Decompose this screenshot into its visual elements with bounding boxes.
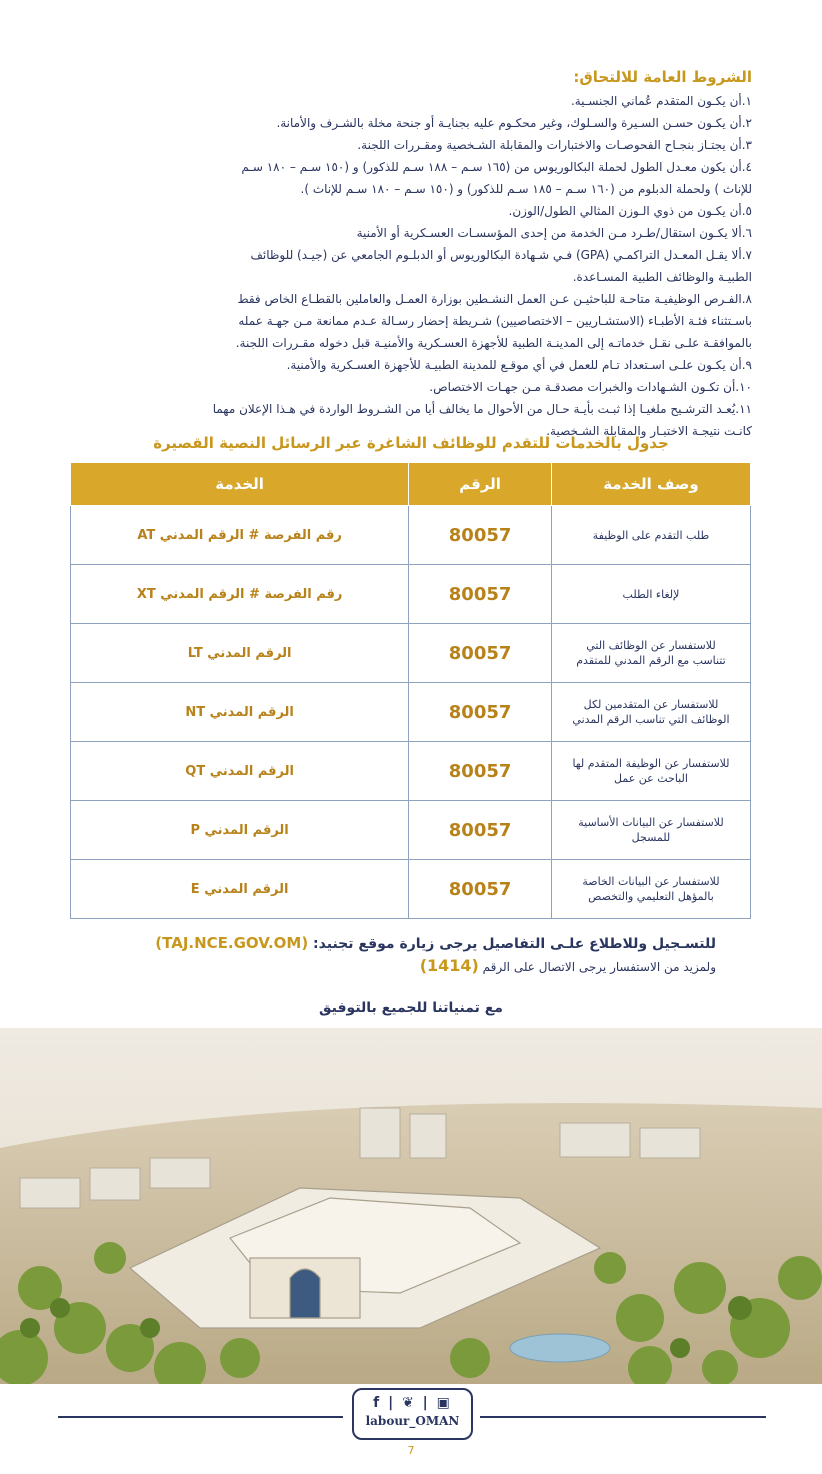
medical-city-aerial-image — [0, 1028, 822, 1384]
table-header-row — [71, 463, 751, 506]
row-number: 80057 — [409, 506, 552, 565]
social-icons — [354, 1395, 471, 1411]
condition-item: ٦.ألا يكـون استقال/طـرد مـن الخدمة من إحدى المؤسسـات العسـكرية أو الأمنية — [356, 226, 752, 240]
instagram-icon[interactable]: ▣ — [436, 1395, 452, 1411]
table-row — [71, 565, 751, 624]
condition-item: ١١.يُعـد الترشـيح ملغيـا إذا ثبـت بأيـة حـال من الأحوال ما يخالف أيا من الشـروط الواردة في هـذا الإعلان مهما — [212, 402, 752, 416]
conditions-title: الشروط العامة للالتحاق: — [573, 68, 752, 86]
row-service: الرقم المدني QT — [71, 742, 409, 801]
footer-rule-left — [58, 1416, 343, 1418]
social-badge[interactable] — [352, 1388, 473, 1440]
row-service: الرقم المدني LT — [71, 624, 409, 683]
registration-info — [70, 934, 716, 975]
row-service: رقم الفرصة # الرقم المدني AT — [71, 506, 409, 565]
row-service: الرقم المدني E — [71, 860, 409, 919]
row-description: طلب التقدم على الوظيفة — [551, 506, 750, 565]
condition-continuation: بالموافقـة علـى نقـل خدماتـه إلى المدينـة الطبية للأجهزة العسـكرية والأمنيـة قبل دخوله مقـررات اللجنة. — [235, 336, 752, 350]
divider: | — [422, 1395, 430, 1411]
inquiry-phone[interactable]: (1414) — [419, 956, 479, 975]
social-handle: labour_OMAN — [365, 1414, 460, 1428]
inquiry-text: ولمزيد من الاستفسار يرجى الاتصال على الرقم — [478, 960, 716, 974]
closing-wish: مع تمنياتنا للجميع بالتوفيق — [319, 1000, 503, 1016]
condition-item: ٨.الفـرص الوظيفيـة متاحـة للباحثيـن عـن العمل النشـطين بوزارة العمـل والعاملين بالقطـاع الخاص فقط — [237, 292, 752, 306]
header-description: وصف الخدمة — [551, 463, 750, 506]
services-table — [70, 462, 751, 919]
row-number: 80057 — [409, 565, 552, 624]
table-row — [71, 801, 751, 860]
row-description: للاستفسار عن البيانات الأساسية للمسجل — [551, 801, 750, 860]
inquiry-line — [70, 956, 716, 975]
row-number: 80057 — [409, 683, 552, 742]
condition-continuation: للإناث ) ولحملة الدبلوم من (١٦٠ سـم – ١٨٥ سـم للذكور) و (١٥٠ سـم – ١٨٠ سـم للإناث ). — [300, 182, 752, 196]
row-description: لإلغاء الطلب — [551, 565, 750, 624]
row-number: 80057 — [409, 801, 552, 860]
row-description: للاستفسار عن الوظيفة المتقدم لها الباحث عن عمل — [551, 742, 750, 801]
condition-item: ٩.أن يكـون علـى اسـتعداد تـام للعمل في أي موقـع للمدينة الطبيـة للأجهزة العسـكرية والأمنية. — [286, 358, 752, 372]
row-number: 80057 — [409, 624, 552, 683]
row-number: 80057 — [409, 860, 552, 919]
condition-item: ١.أن يكـون المتقدم عُماني الجنسـية. — [570, 94, 752, 108]
conditions-section — [70, 68, 752, 442]
registration-text: للتسـجيل وللاطلاع علـى التفاصيل يرجى زيارة موقع تجنيد: — [308, 936, 716, 952]
condition-item: ٢.أن يكـون حسـن السـيرة والسـلوك، وغير محكـوم عليه بجنايـة أو جنحة مخلة بالشـرف والأمانة. — [276, 116, 752, 130]
condition-continuation: الطبيـة والوظائف الطبية المسـاعدة. — [572, 270, 752, 284]
table-row — [71, 683, 751, 742]
condition-continuation: باسـتثناء فئـة الأطبـاء (الاستشـاريين – الاختصاصيين) شـريطة إحضار رسـالة عـدم ممانعة مـن جهـة عمله — [238, 314, 752, 328]
registration-url[interactable]: (TAJ.NCE.GOV.OM) — [155, 934, 309, 952]
facebook-icon[interactable]: f — [373, 1395, 382, 1411]
header-number: الرقم — [409, 463, 552, 506]
table-row — [71, 860, 751, 919]
row-service: الرقم المدني NT — [71, 683, 409, 742]
conditions-list — [70, 90, 752, 442]
twitter-icon[interactable]: ❦ — [402, 1395, 416, 1411]
condition-continuation: كانـت نتيجـة الاختبـار والمقابلة الشـخصية. — [546, 424, 752, 438]
table-row — [71, 506, 751, 565]
row-service: الرقم المدني P — [71, 801, 409, 860]
condition-item: ٤.أن يكون معـدل الطول لحملة البكالوريوس من (١٦٥ سـم – ١٨٨ سـم للذكور) و (١٥٠ سـم – ١٨٠ سـم — [241, 160, 752, 174]
registration-line — [70, 934, 716, 952]
row-description: للاستفسار عن البيانات الخاصة بالمؤهل التعليمي والتخصص — [551, 860, 750, 919]
condition-item: ٥.أن يكـون من ذوي الـوزن المثالي الطول/الوزن. — [508, 204, 752, 218]
footer-rule-right — [480, 1416, 766, 1418]
table-title: جدول بالخدمات للتقدم للوظائف الشاغرة عبر الرسائل النصية القصيرة — [153, 434, 669, 452]
condition-item: ٣.أن يجتـاز بنجـاح الفحوصـات والاختبارات والمقابلة الشـخصية ومقـررات اللجنة. — [357, 138, 752, 152]
page-number: 7 — [407, 1444, 415, 1457]
row-service: رقم الفرصة # الرقم المدني XT — [71, 565, 409, 624]
row-description: للاستفسار عن المتقدمين لكل الوظائف التي تناسب الرقم المدني — [551, 683, 750, 742]
condition-item: ٧.ألا يقـل المعـدل التراكمـي (GPA) فـي شـهادة البكالوريوس أو الدبلـوم الجامعي عن (جيـد) للوظائف — [250, 248, 752, 262]
table-row — [71, 742, 751, 801]
header-service: الخدمة — [71, 463, 409, 506]
divider: | — [388, 1395, 396, 1411]
table-row — [71, 624, 751, 683]
condition-item: ١٠.أن تكـون الشـهادات والخبرات مصدقـة مـن جهـات الاختصاص. — [429, 380, 752, 394]
row-description: للاستفسار عن الوظائف التي تتناسب مع الرقم المدني للمتقدم — [551, 624, 750, 683]
row-number: 80057 — [409, 742, 552, 801]
